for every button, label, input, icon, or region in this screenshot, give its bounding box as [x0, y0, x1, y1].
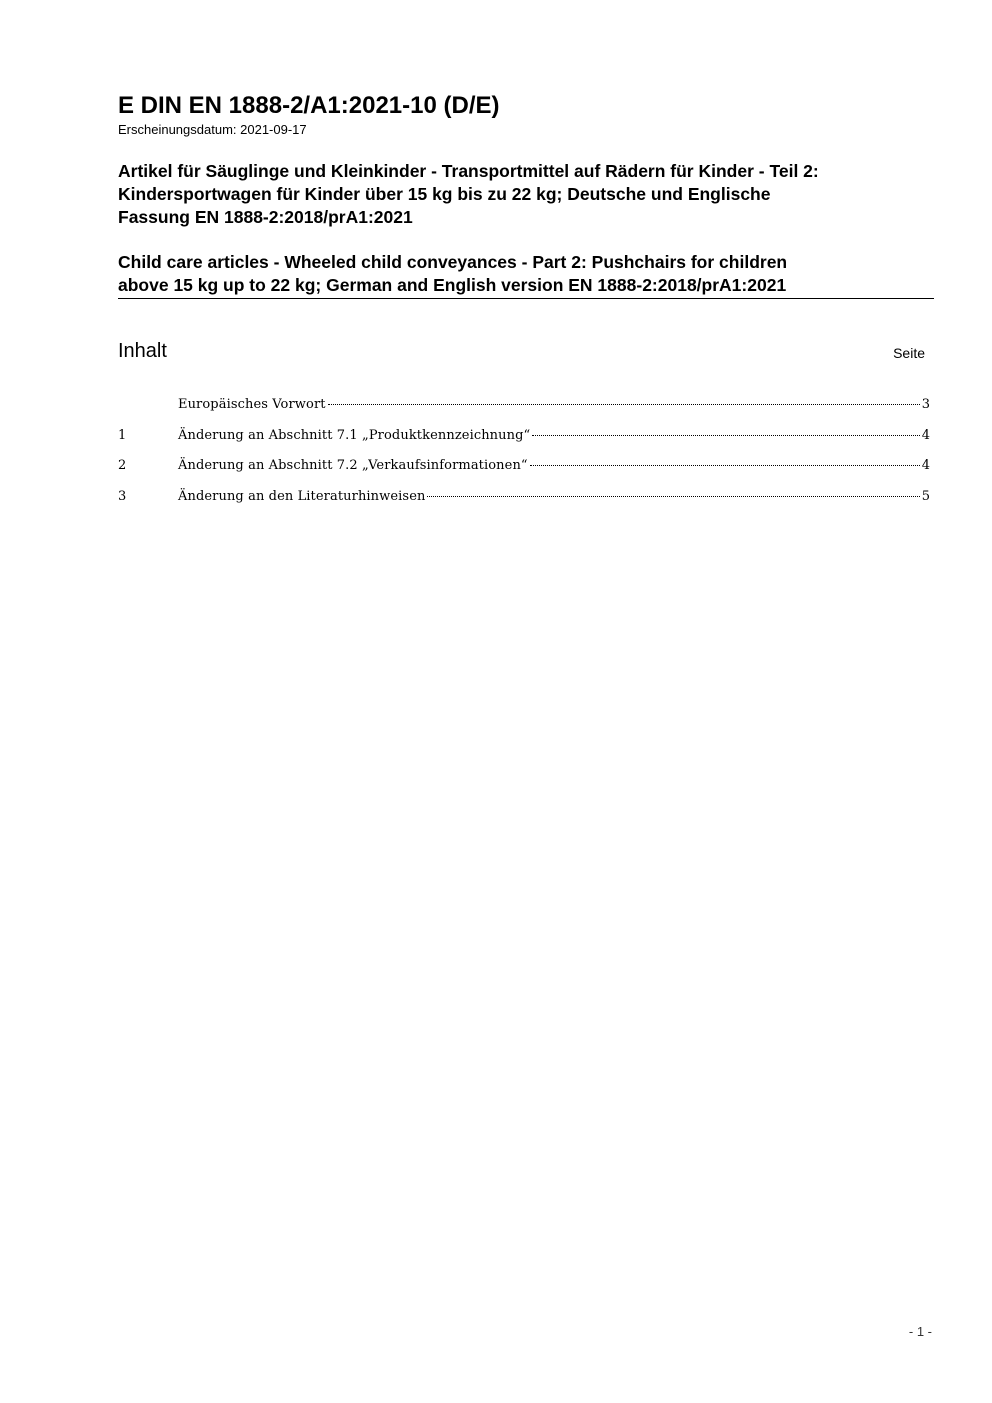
toc-entry-page: 3 — [921, 397, 930, 412]
toc-heading: Inhalt — [118, 340, 167, 362]
title-english-line: above 15 kg up to 22 kg; German and English version EN 1888-2:2018/prA1:2021 — [118, 275, 787, 295]
toc-entry-section-1[interactable] — [118, 425, 930, 456]
title-german-line: Kindersportwagen für Kinder über 15 kg bis zu 22 kg; Deutsche und Englische — [118, 184, 771, 204]
table-of-contents — [118, 394, 930, 516]
toc-entry-title: Änderung an den Literaturhinweisen — [178, 488, 426, 504]
title-english-line: Child care articles - Wheeled child conveyances - Part 2: Pushchairs for children — [118, 252, 788, 272]
title-divider — [118, 298, 934, 299]
toc-entry-section-2[interactable] — [118, 455, 930, 486]
toc-page-column-label: Seite — [893, 345, 925, 361]
toc-entry-title: Änderung an Abschnitt 7.2 „Verkaufsinformationen“ — [178, 458, 528, 473]
toc-entry-page: 4 — [921, 458, 930, 473]
toc-dot-leader — [530, 465, 920, 466]
title-german-line: Fassung EN 1888-2:2018/prA1:2021 — [118, 207, 413, 227]
toc-dot-leader — [328, 404, 920, 405]
title-german — [118, 160, 934, 229]
toc-entry-european-foreword[interactable] — [118, 394, 930, 425]
toc-dot-leader — [532, 435, 919, 436]
title-english — [118, 251, 934, 297]
publication-date: Erscheinungsdatum: 2021-09-17 — [118, 122, 307, 137]
toc-entry-title: Änderung an Abschnitt 7.1 „Produktkennzeichnung“ — [178, 427, 531, 443]
toc-entry-number: 3 — [118, 488, 127, 504]
toc-entry-section-3[interactable] — [118, 486, 930, 517]
toc-entry-number: 2 — [118, 458, 127, 473]
toc-entry-title: Europäisches Vorwort — [178, 397, 326, 412]
toc-entry-page: 5 — [921, 488, 930, 504]
title-german-line: Artikel für Säuglinge und Kleinkinder - Transportmittel auf Rädern für Kinder - Teil 2: — [118, 161, 819, 181]
toc-dot-leader — [427, 496, 919, 497]
page-number: - 1 - — [908, 1324, 932, 1339]
document-id: E DIN EN 1888-2/A1:2021-10 (D/E) — [118, 92, 500, 119]
toc-entry-number: 1 — [118, 427, 127, 443]
toc-entry-page: 4 — [921, 427, 930, 443]
